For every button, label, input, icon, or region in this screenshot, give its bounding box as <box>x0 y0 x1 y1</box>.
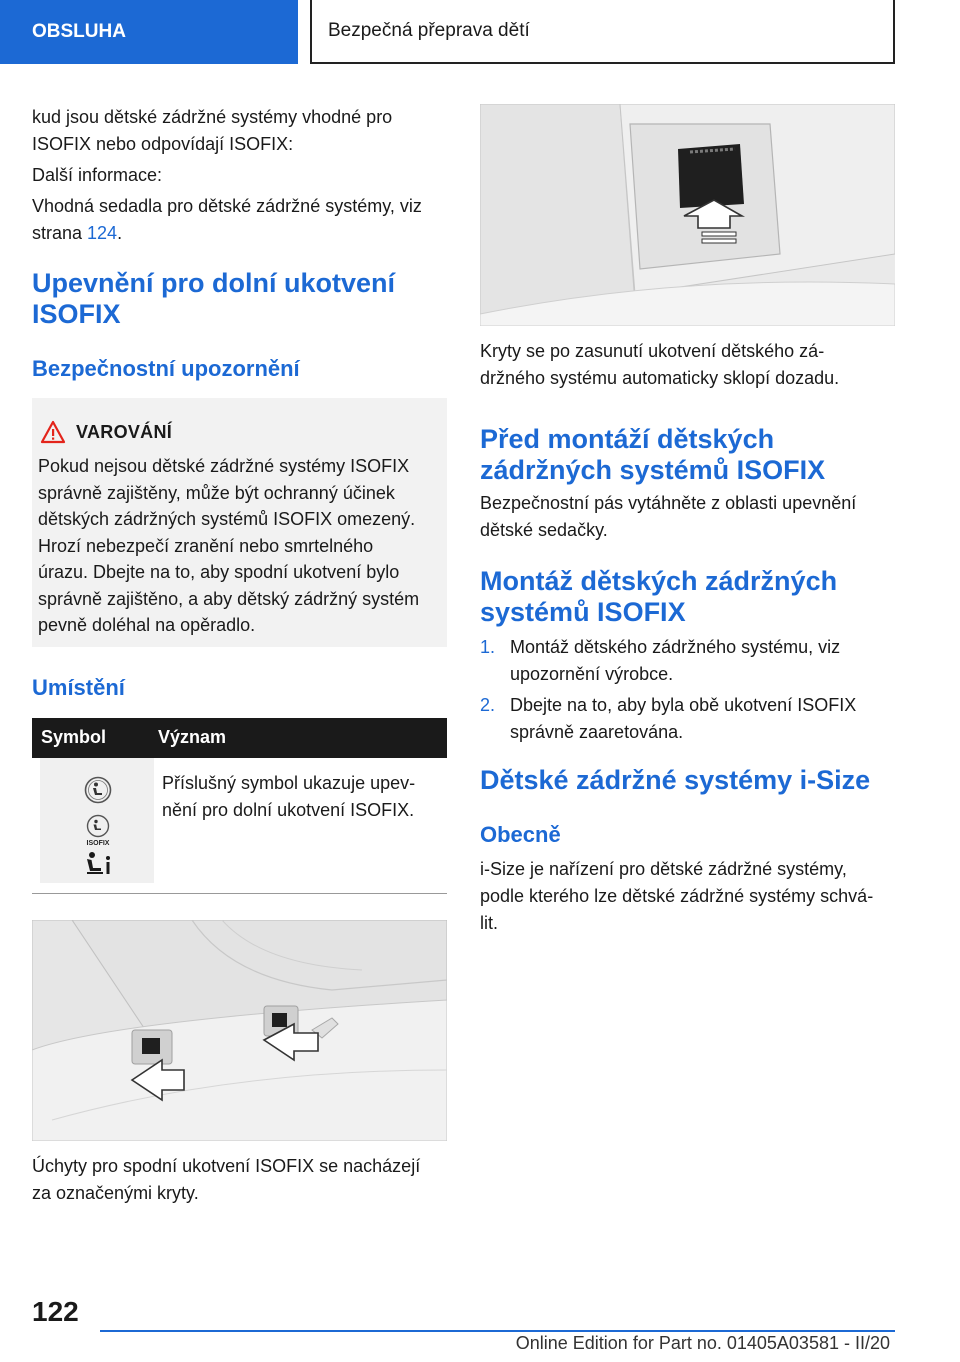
before-mounting-text-line-1: Bezpečnostní pás vytáhněte z oblasti upevnění <box>480 493 857 513</box>
warning-title: VAROVÁNÍ <box>76 422 173 442</box>
caption-right-line-1: Kryty se po zasunutí ukotvení dětského zá- <box>480 341 825 361</box>
seats-line-2-suffix: . <box>117 223 123 243</box>
general-text-line-1: i-Size je nařízení pro dětské zádržné systémy, <box>480 859 847 879</box>
intro-line-1: kud jsou dětské zádržné systémy vhodné pro <box>32 107 393 127</box>
seats-line-1: Vhodná sedadla pro dětské zádržné systémy, viz <box>32 196 422 216</box>
warning-line: správně zajištěno, a aby dětský zádržný systém <box>38 588 420 609</box>
warning-line: pevně doléhal na opěradlo. <box>38 615 256 635</box>
footer-divider <box>100 1330 895 1332</box>
warning-box <box>32 394 447 647</box>
warning-line: Pokud nejsou dětské zádržné systémy ISOFIX <box>38 456 410 476</box>
table-header <box>32 718 447 758</box>
warning-line: správně zajištěny, může být ochranný účinek <box>38 482 395 503</box>
warning-body <box>38 453 438 639</box>
seats-line-2 <box>32 220 122 247</box>
step-1-line-1: Montáž dětského zádržného systému, viz <box>510 637 841 657</box>
isofix-symbol-icon <box>86 814 110 838</box>
general-text-line-2: podle kterého lze dětské zádržné systémy schvá- <box>480 886 874 906</box>
anchor-cover-illustration <box>480 104 895 326</box>
caption-left-line-2: za označenými kryty. <box>32 1183 199 1203</box>
placement-heading: Umístění <box>32 675 125 700</box>
chapter-title: Bezpečná přeprava dětí <box>310 0 895 64</box>
step-2-line-1: Dbejte na to, aby byla obě ukotvení ISOFIX <box>510 695 857 715</box>
mounting-heading-line-2: systémů ISOFIX <box>480 597 686 627</box>
warning-line: dětských zádržných systémů ISOFIX omezený. <box>38 509 416 529</box>
rear-seat-isofix-illustration <box>32 920 447 1141</box>
isofix-heading-line-2: ISOFIX <box>32 299 121 329</box>
column-header-symbol: Symbol <box>41 727 107 747</box>
general-text-line-3: lit. <box>480 913 498 933</box>
page-link-124[interactable]: 124 <box>87 223 118 243</box>
step-2-line-2: správně zaaretována. <box>510 722 684 742</box>
column-header-meaning: Význam <box>158 727 227 747</box>
seats-line-2-prefix: strana <box>32 223 88 243</box>
isize-heading: Dětské zádržné systémy i-Size <box>480 765 871 795</box>
safety-heading: Bezpečnostní upozornění <box>32 356 300 381</box>
meaning-line-2: nění pro dolní ukotvení ISOFIX. <box>162 800 415 820</box>
symbol-cell <box>40 758 154 883</box>
mounting-heading-line-1: Montáž dětských zádržných <box>480 566 838 596</box>
step-number-1: 1. <box>480 637 496 657</box>
page-number: 122 <box>32 1296 79 1327</box>
more-info-label: Další informace: <box>32 165 163 185</box>
edition-footer: Online Edition for Part no. 01405A03581 - II/20 <box>515 1333 890 1353</box>
step-number-2: 2. <box>480 695 496 715</box>
before-mounting-heading-line-1: Před montáží dětských <box>480 424 775 454</box>
child-seat-circle-icon <box>84 776 112 804</box>
isofix-heading-line-1: Upevnění pro dolní ukotvení <box>32 268 396 298</box>
table-divider <box>32 893 447 894</box>
warning-triangle-icon <box>40 420 66 444</box>
general-heading: Obecně <box>480 822 561 847</box>
section-tab: OBSLUHA <box>0 0 298 64</box>
step-1-line-2: upozornění výrobce. <box>510 664 674 684</box>
isofix-info-icon <box>84 850 114 876</box>
warning-line: Hrozí nebezpečí zranění nebo smrtelného <box>38 535 374 556</box>
meaning-line-1: Příslušný symbol ukazuje upev- <box>162 773 416 793</box>
isofix-icon-label: ISOFIX <box>86 840 110 847</box>
warning-line: úrazu. Dbejte na to, aby spodní ukotvení bylo <box>38 562 400 582</box>
intro-line-2: ISOFIX nebo odpovídají ISOFIX: <box>32 134 294 154</box>
before-mounting-text-line-2: dětské sedačky. <box>480 520 608 540</box>
caption-right-line-2: držného systému automaticky sklopí dozadu. <box>480 368 840 388</box>
before-mounting-heading-line-2: zádržných systémů ISOFIX <box>480 455 826 485</box>
caption-left-line-1: Úchyty pro spodní ukotvení ISOFIX se nacházejí <box>32 1156 421 1176</box>
